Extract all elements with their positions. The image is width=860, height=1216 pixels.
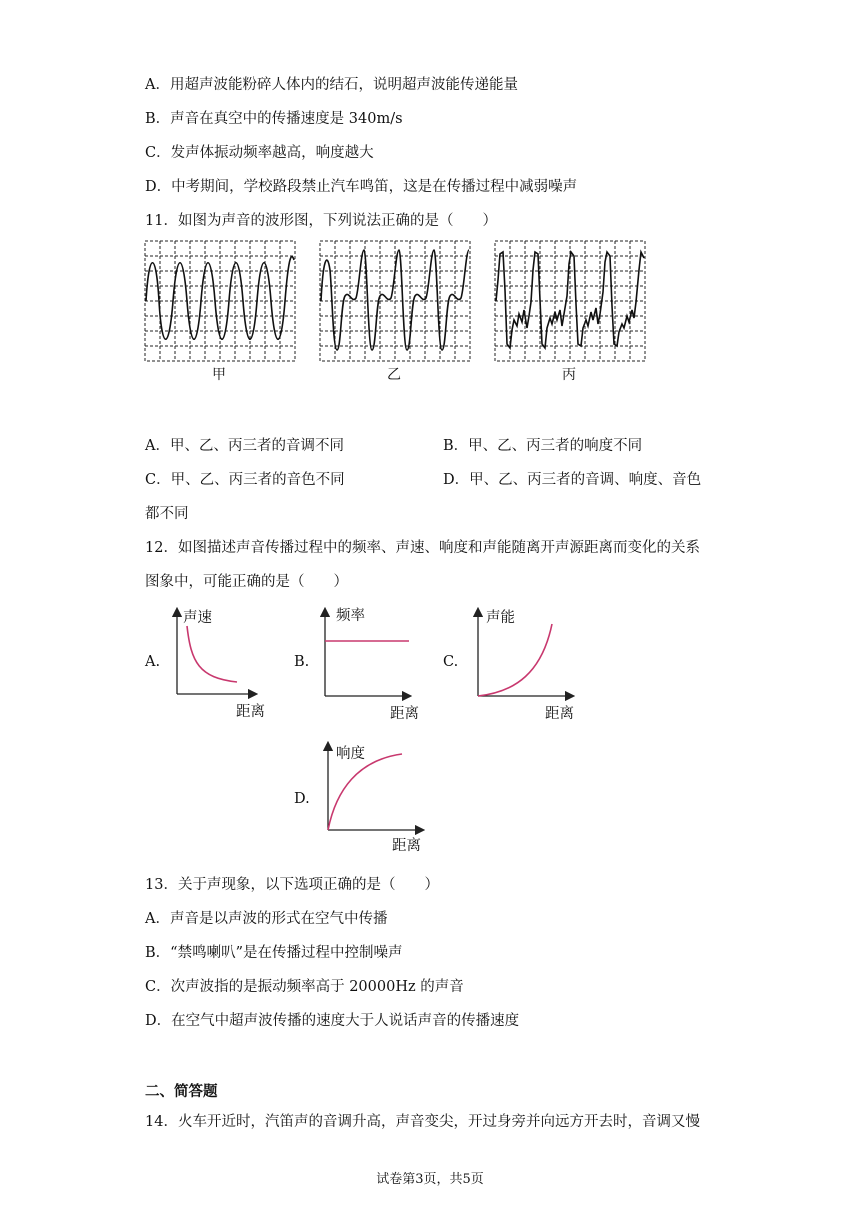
wave-yi-path <box>321 250 469 350</box>
q14-stem: 14．火车开近时，汽笛声的音调升高，声音变尖，开过身旁并向远方开去时，音调又慢 <box>145 1114 700 1130</box>
graph-c-xlabel: 距离 <box>545 706 574 722</box>
graph-d-option: D. <box>294 791 310 807</box>
q11-option-a: A．甲、乙、丙三者的音调不同 <box>145 438 344 454</box>
caption-yi: 乙 <box>387 367 401 383</box>
graph-b-option: B. <box>294 654 310 670</box>
q12-stem-line2: 图象中，可能正确的是（ ） <box>145 574 348 590</box>
graph-a-option: A. <box>145 654 161 670</box>
graph-c-option: C. <box>443 654 459 670</box>
q11-stem: 11．如图为声音的波形图，下列说法正确的是（ ） <box>145 213 497 229</box>
graph-b-ylabel: 频率 <box>336 608 365 624</box>
graph-a-ylabel: 声速 <box>183 610 212 626</box>
waveform-bing <box>494 240 646 364</box>
graph-d-curve <box>328 754 402 830</box>
graph-c-ylabel: 声能 <box>486 610 515 626</box>
graph-a-xlabel: 距离 <box>236 704 265 720</box>
q12-stem-line1: 12．如图描述声音传播过程中的频率、声速、响度和声能随离开声源距离而变化的关系 <box>145 540 700 556</box>
q13-option-b: B．“禁鸣喇叭”是在传播过程中控制噪声 <box>145 945 403 961</box>
q10-option-a: A．用超声波能粉碎人体内的结石，说明超声波能传递能量 <box>145 77 518 93</box>
q13-option-a: A．声音是以声波的形式在空气中传播 <box>145 911 388 927</box>
caption-jia: 甲 <box>212 367 226 383</box>
graph-c-curve <box>478 624 552 696</box>
q10-option-c: C．发声体振动频率越高，响度越大 <box>145 145 374 161</box>
q11-option-b: B．甲、乙、丙三者的响度不同 <box>443 438 643 454</box>
waveform-yi <box>319 240 471 364</box>
q10-option-d: D．中考期间，学校路段禁止汽车鸣笛，这是在传播过程中减弱噪声 <box>145 179 578 195</box>
q11-option-d: D．甲、乙、丙三者的音调、响度、音色 <box>443 472 702 488</box>
graph-d-xlabel: 距离 <box>392 838 421 854</box>
q13-option-c: C．次声波指的是振动频率高于 20000Hz 的声音 <box>145 979 464 995</box>
q11-option-c: C．甲、乙、丙三者的音色不同 <box>145 472 345 488</box>
graph-a-curve <box>187 626 237 682</box>
page-footer: 试卷第3页，共5页 <box>376 1172 484 1187</box>
q11-option-d-cont: 都不同 <box>145 506 189 522</box>
graph-d-ylabel: 响度 <box>336 746 365 762</box>
q10-option-b: B．声音在真空中的传播速度是 340m/s <box>145 111 403 127</box>
section-heading: 二、简答题 <box>145 1084 218 1100</box>
waveform-jia <box>144 240 296 364</box>
caption-bing: 丙 <box>562 367 576 383</box>
q13-option-d: D．在空气中超声波传播的速度大于人说话声音的传播速度 <box>145 1013 520 1029</box>
q13-stem: 13．关于声现象，以下选项正确的是（ ） <box>145 877 439 893</box>
graph-b-xlabel: 距离 <box>390 706 419 722</box>
